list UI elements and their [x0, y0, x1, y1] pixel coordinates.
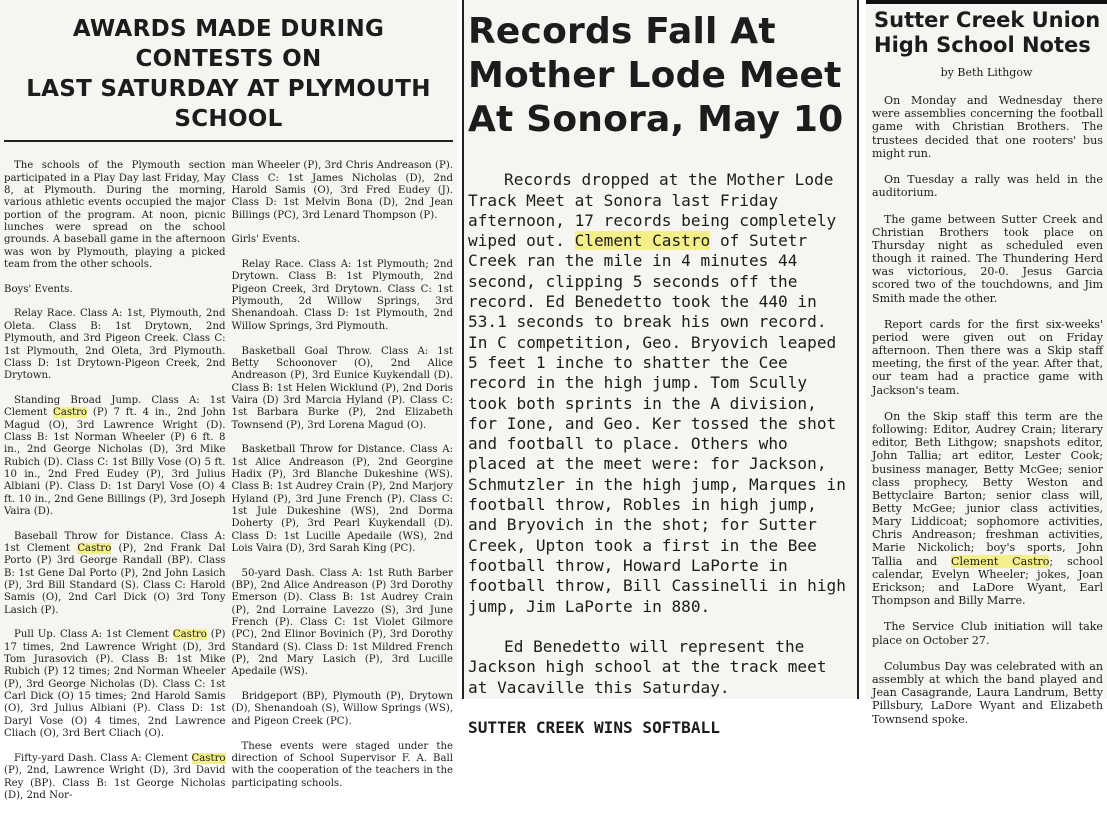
notes-headline-line1: Sutter Creek Union [874, 8, 1101, 32]
awards-paragraph: Basketball Throw for Distance. Class A: 1st Alice Andreason (P), 2nd Georgine Hadix (P), 3rd Blanche Dukeshine (WS). Class B: 1st Audrey Crain (P), 2nd Marjory Hyland (P), 3rd June French (P). Class C: 1st Jule Dukeshine (WS), 2nd Dorma Doherty (P), 3rd Pearl Kuykendall (D). Class D: 1st Lucille Apedaile (WS), 2nd Lois Vaira (D), 3rd Sarah King (PC). [231, 444, 453, 554]
notes-paragraph: Columbus Day was celebrated with an assembly at which the band played and Jean Casagrande, Laura Landrum, Betty Pillsbury, LaDore Wyant and Elizabeth Townsend spoke. [872, 659, 1103, 726]
records-article [462, 0, 859, 738]
awards-paragraph: Relay Race. Class A: 1st, Plymouth, 2nd Oleta. Class B: 1st Drytown, 2nd Plymouth, and 3rd Pigeon Creek. Class C: 1st Plymouth, 2nd Oleta, 3rd Plymouth. Class D: 1st Drytown-Pigeon Creek, 2nd Drytown. [4, 308, 226, 382]
awards-right-column [232, 148, 454, 815]
records-headline-line1: Records Fall At [468, 11, 776, 52]
notes-paragraph [872, 410, 1103, 607]
highlighted-name: Castro [77, 543, 112, 554]
awards-paragraph: Bridgeport (BP), Plymouth (P), Drytown (D), Shenandoah (S), Willow Springs (WS), and Pigeon Creek (PC). [231, 691, 453, 727]
awards-headline-line1: AWARDS MADE DURING CONTESTS ON [72, 16, 385, 72]
awards-left-column [4, 148, 226, 815]
awards-paragraph: man Wheeler (P), 3rd Chris Andreason (P). Class C: 1st James Nicholas (D), 2nd Harold Samis (O), 3rd Fred Eudey (J). Class D: 1st Melvin Bona (D), 2nd Jean Billings (PC), 3rd Lenard Thompson (P). [231, 160, 453, 221]
records-paragraph: Ed Benedetto will represent the Jackson high school at the track meet at Vacaville this Saturday. [468, 637, 827, 697]
notes-headline [866, 0, 1107, 62]
awards-paragraph: Pull Up. Class A: 1st Clement Castro (P) 17 times, 2nd Lawrence Wright (D), 3rd Tom Jurasovich (P). Class B: 1st Mike Rubich (P) 12 times; 2nd Norman Wheeler (P), 3rd George Nicholas (D). Class C: 1st Carl Dick (O) 15 times; 2nd Harold Samis (O), 3rd Julius Albiani (P). Class D: 1st Daryl Vose (O) 4 times, 2nd Lawrence Cliach (O), 3rd Bert Cliach (O). [4, 629, 226, 740]
highlighted-name: Castro [191, 752, 226, 764]
notes-paragraph: The game between Sutter Creek and Christian Brothers took place on Thursday night as scheduled even though it rained. The Thundering Herd was victorious, 20-0. Jesus Garcia scored two of the touchdowns, and Jim Smith made the other. [872, 212, 1103, 305]
notes-headline-line2: High School Notes [874, 33, 1091, 57]
awards-paragraph: Relay Race. Class A: 1st Plymouth; 2nd Drytown. Class B: 1st Plymouth, 2nd Pigeon Creek, 3rd Drytown. Class C: 1st Plymouth, 2d Willow Springs, 3rd Shenandoah. Class D: 1st Plymouth, 2nd Willow Springs, 3rd Plymouth. [231, 259, 453, 332]
records-headline-line3: At Sonora, May 10 [468, 99, 844, 140]
awards-article [0, 0, 457, 801]
highlighted-name: Clement Castro [574, 231, 711, 251]
records-headline-line2: Mother Lode Meet [468, 55, 842, 96]
records-body [462, 146, 859, 763]
awards-paragraph: Baseball Throw for Distance. Class A: 1st Clement Castro (P), 2nd Frank Dal Porto (P) 3rd George Randall (BP). Class B: 1st Gene Dal Porto (P), 2nd John Lasich (P), 3rd Bill Standard (S). Class C: Harold Samis (O), 2nd Carl Dick (O) 3rd Tony Lasich (P). [4, 530, 226, 616]
records-text: Records dropped at the Mother Lode Track Meet at Sonora last Friday afternoon, 17 records being completely wiped out. [468, 170, 837, 251]
records-paragraph [468, 170, 853, 617]
awards-paragraph: Basketball Goal Throw. Class A: 1st Betty Schoonover (O), 2nd Alice Andreason (P), 3rd Eunice Kuykendall (D). Class B: 1st Helen Wicklund (P), 2nd Doris Vaira (D) 3rd Marcia Hyland (P). Class C: 1st Barbara Burke (P), 2nd Elizabeth Townsend (P), 3rd Lorena Magud (O). [231, 345, 453, 431]
highlighted-name: Castro [172, 629, 207, 641]
notes-paragraph: On Monday and Wednesday there were assemblies concerning the football game with Christian Brothers. The trustees decided that one rooters' bus might run. [872, 94, 1103, 160]
school-notes-article [866, 0, 1107, 726]
column-rule [462, 0, 464, 699]
top-bar [866, 0, 1107, 4]
records-subhead: SUTTER CREEK WINS SOFTBALL [468, 718, 720, 738]
awards-subhead: Girls' Events. [231, 234, 301, 246]
notes-text: On the Skip staff this term are the following: Editor, Audrey Crain; literary editor, Beth Lithgow; snapshots editor, John Tallia; art editor, Lester Cook; business manager, Betty McGee; senior class prophecy, Betty Weston and Bettyclaire Barton; senior class will, Betty McGee; junior class activities, Mary Liddicoat; sophomore activities, Chris Andreason; freshman activities, Marie Nickolich; boy's sports, John Tallia and [872, 409, 1103, 568]
headline-rule [4, 140, 453, 142]
notes-paragraph: Report cards for the first six-weeks' period were given out on Friday afternoon. Then there was a Skip staff meeting, the first of the year. After that, our team had a practice game with Jackson's team. [872, 317, 1103, 397]
awards-paragraph: Fifty-yard Dash. Class A: Clement Castro (P), 2nd, Lawrence Wright (D), 3rd David Rey (BP). Class B: 1st George Nicholas (D), 2nd Nor- [4, 752, 226, 801]
awards-headline-line2: LAST SATURDAY AT PLYMOUTH SCHOOL [26, 76, 431, 132]
awards-headline [0, 0, 457, 134]
awards-paragraph: Standing Broad Jump. Class A: 1st Clement Castro (P) 7 ft. 4 in., 2nd John Magud (O), 3rd Lawrence Wright (D). Class B: 1st Norman Wheeler (P) 6 ft. 8 in., 2nd George Nicholas (D), 3rd Mike Rubich (D). Class C: 1st Billy Vose (O) 5 ft. 10 in., 2nd Fred Eudey (P), 3rd Julius Albiani (P). Class D: 1st Daryl Vose (O) 4 ft. 10 in., 2nd Gene Billings (P), 3rd Joseph Vaira (D). [4, 394, 226, 517]
awards-paragraph: These events were staged under the direction of School Supervisor F. A. Ball with the cooperation of the teachers in the participating schools. [231, 740, 453, 789]
highlighted-name: Castro [53, 407, 88, 419]
notes-body [866, 81, 1107, 739]
records-headline [462, 0, 859, 146]
awards-subhead: Boys' Events. [4, 283, 73, 295]
gutter [859, 0, 866, 699]
byline: by Beth Lithgow [940, 66, 1033, 79]
awards-paragraph: The schools of the Plymouth section participated in a Play Day last Friday, May 8, at Plymouth. During the morning, various athletic events occupied the major portion of the program. At noon, picnic lunches were spread on the school grounds. A baseball game in the afternoon was won by Plymouth, playing a picked team from the other schools. [4, 160, 226, 271]
notes-paragraph: On Tuesday a rally was held in the auditorium. [872, 173, 1103, 200]
notes-text: ; school calendar, Evelyn Wheeler; jokes, Joan Erickson; and LaDore Wyant, Earl Thompson and Billy Marre. [872, 554, 1103, 608]
highlighted-name: Clement Castro [951, 554, 1050, 568]
records-text: of Sutetr Creek ran the mile in 4 minutes 44 second, clipping 5 seconds off the record. Ed Benedetto took the 440 in 53.1 seconds to break his own record. In C competition, Geo. Bryovich leaped 5 feet 1 inche to shatter the Cee record in the high jump. Tom Scully took both sprints in the A division, for Ione, and Geo. Ker tossed the shot and football to place. Others who placed at the meet were: for Jackson, Schmutzler in the high jump, Marques in football throw, Robles in high jump, and Bryovich in the shot; for Sutter Creek, Upton took a first in the Bee football throw, Howard LaPorte in football throw, Bill Cassinelli in high jump, Jim LaPorte in 880. [468, 231, 846, 616]
notes-paragraph: The Service Club initiation will take place on October 27. [872, 620, 1103, 647]
awards-paragraph: 50-yard Dash. Class A: 1st Ruth Barber (BP), 2nd Alice Andreason (P) 3rd Dorothy Emerson (D). Class B: 1st Audrey Crain (P), 2nd Lorraine Lavezzo (S), 3rd June French (P). Class C: 1st Violet Gilmore (PC), 2nd Elinor Bovinich (P), 3rd Dorothy Standard (S). Class D: 1st Mildred French (P), 2nd Mary Lasich (P), 3rd Lucille Apedaile (WS). [231, 567, 453, 678]
